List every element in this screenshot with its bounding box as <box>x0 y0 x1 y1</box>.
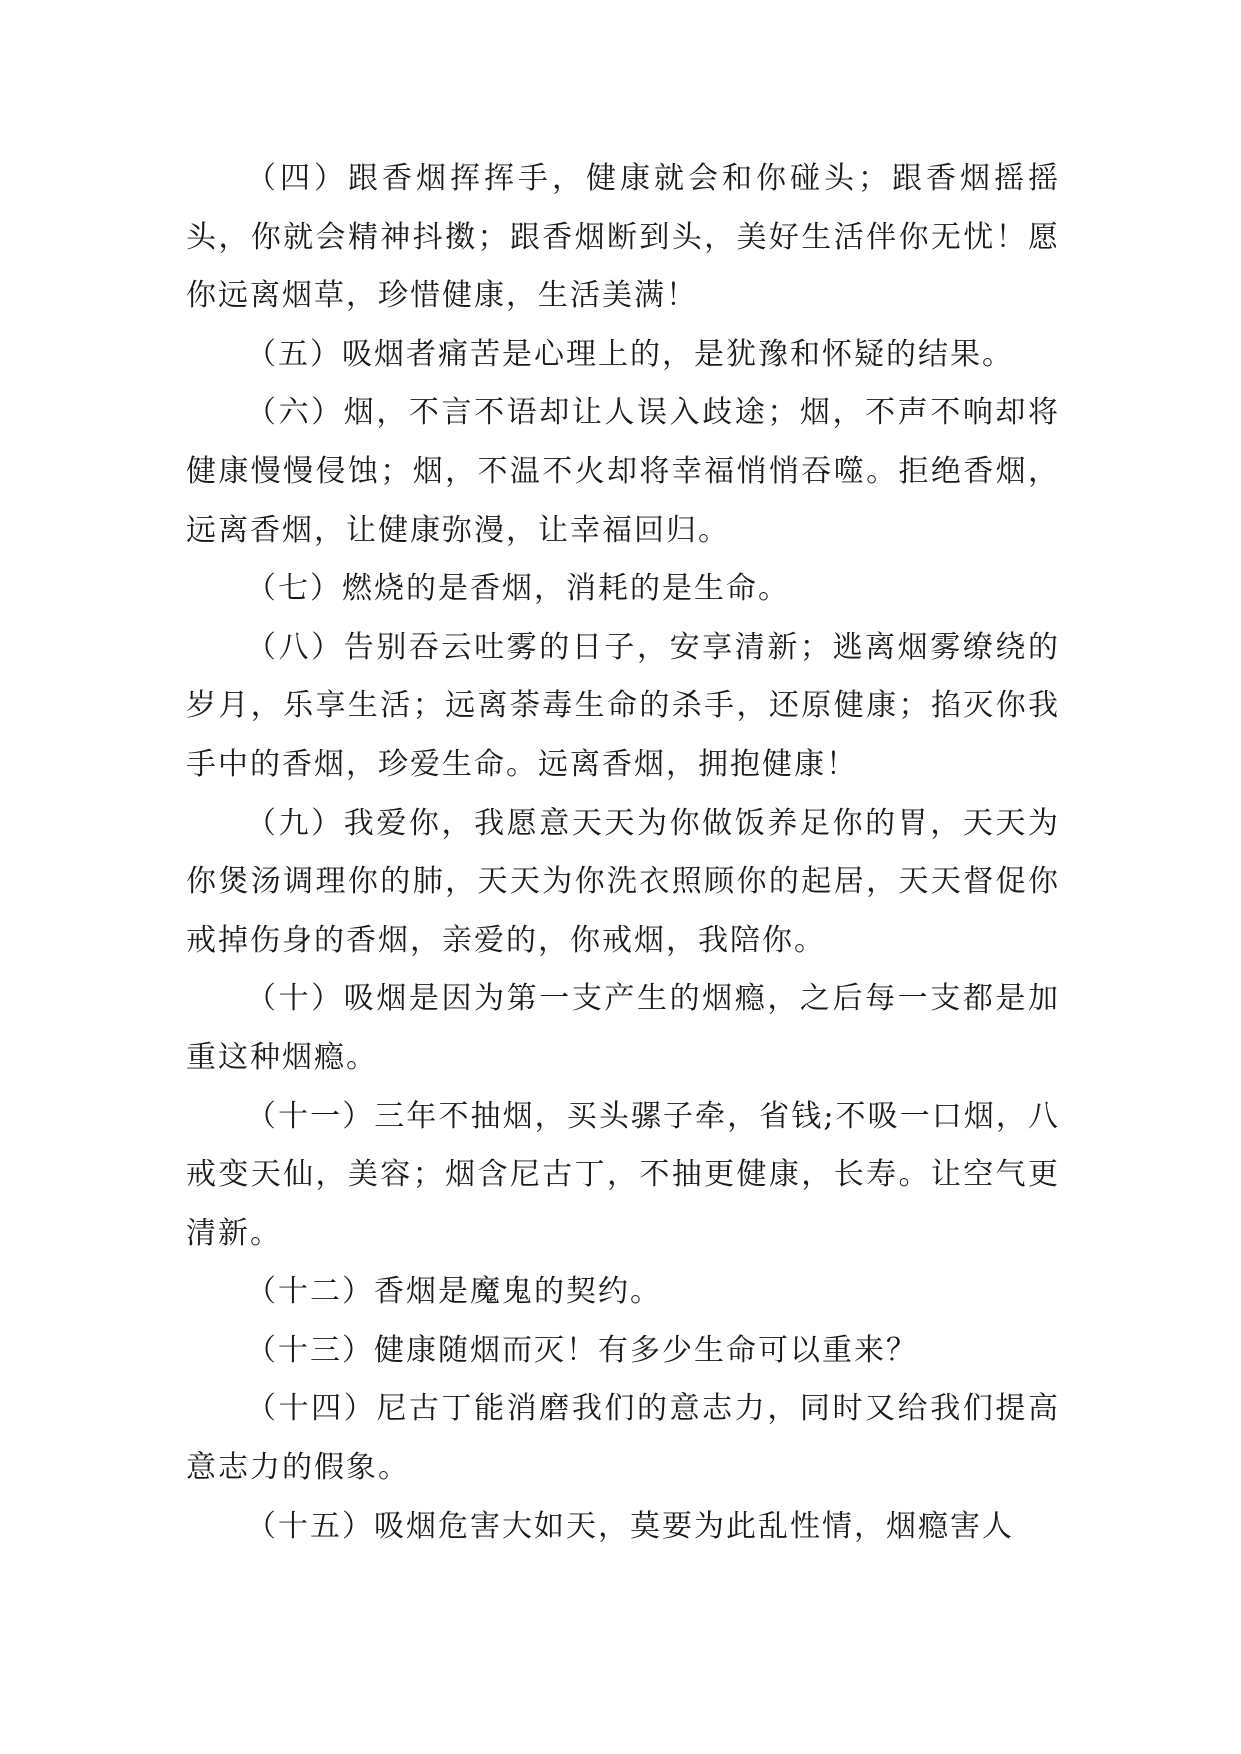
paragraph-7: （七）燃烧的是香烟，消耗的是生命。 <box>246 571 790 607</box>
paragraph-5: （五）吸烟者痛苦是心理上的，是犹豫和怀疑的结果。 <box>246 336 1014 372</box>
paragraph-9: （九）我爱你，我愿意天天为你做饭养足你的胃，天天为你煲汤调理你的肺，天天为你洗衣照顾你的起居，天天督促你戒掉伤身的香烟，亲爱的，你戒烟，我陪你。 <box>186 805 1060 958</box>
paragraph-14: （十四）尼古丁能消磨我们的意志力，同时又给我们提高意志力的假象。 <box>186 1391 1060 1486</box>
paragraph-10: （十）吸烟是因为第一支产生的烟瘾，之后每一支都是加重这种烟瘾。 <box>186 981 1060 1075</box>
paragraph-6: （六）烟，不言不语却让人误入歧途；烟，不声不响却将健康慢慢侵蚀；烟，不温不火却将幸福悄悄吞噬。拒绝香烟，远离香烟，让健康弥漫，让幸福回归。 <box>186 395 1060 548</box>
paragraph-11: （十一）三年不抽烟，买头骡子牵，省钱;不吸一口烟，八戒变天仙，美容；烟含尼古丁，不抽更健康，长寿。让空气更清新。 <box>186 1098 1060 1251</box>
paragraph-8: （八）告别吞云吐雾的日子，安享清新；逃离烟雾缭绕的岁月，乐享生活；远离荼毒生命的杀手，还原健康；掐灭你我手中的香烟，珍爱生命。远离香烟，拥抱健康！ <box>186 629 1060 782</box>
paragraph-15: （十五）吸烟危害大如天，莫要为此乱性情，烟瘾害人 <box>246 1508 1014 1544</box>
paragraph-12: （十二）香烟是魔鬼的契约。 <box>246 1274 662 1310</box>
paragraph-4: （四）跟香烟挥挥手，健康就会和你碰头；跟香烟摇摇头，你就会精神抖擞；跟香烟断到头，美好生活伴你无忧！愿你远离烟草，珍惜健康，生活美满！ <box>186 161 1060 314</box>
paragraph-13: （十三）健康随烟而灭！有多少生命可以重来？ <box>246 1332 918 1368</box>
document-body <box>186 150 1060 1556</box>
